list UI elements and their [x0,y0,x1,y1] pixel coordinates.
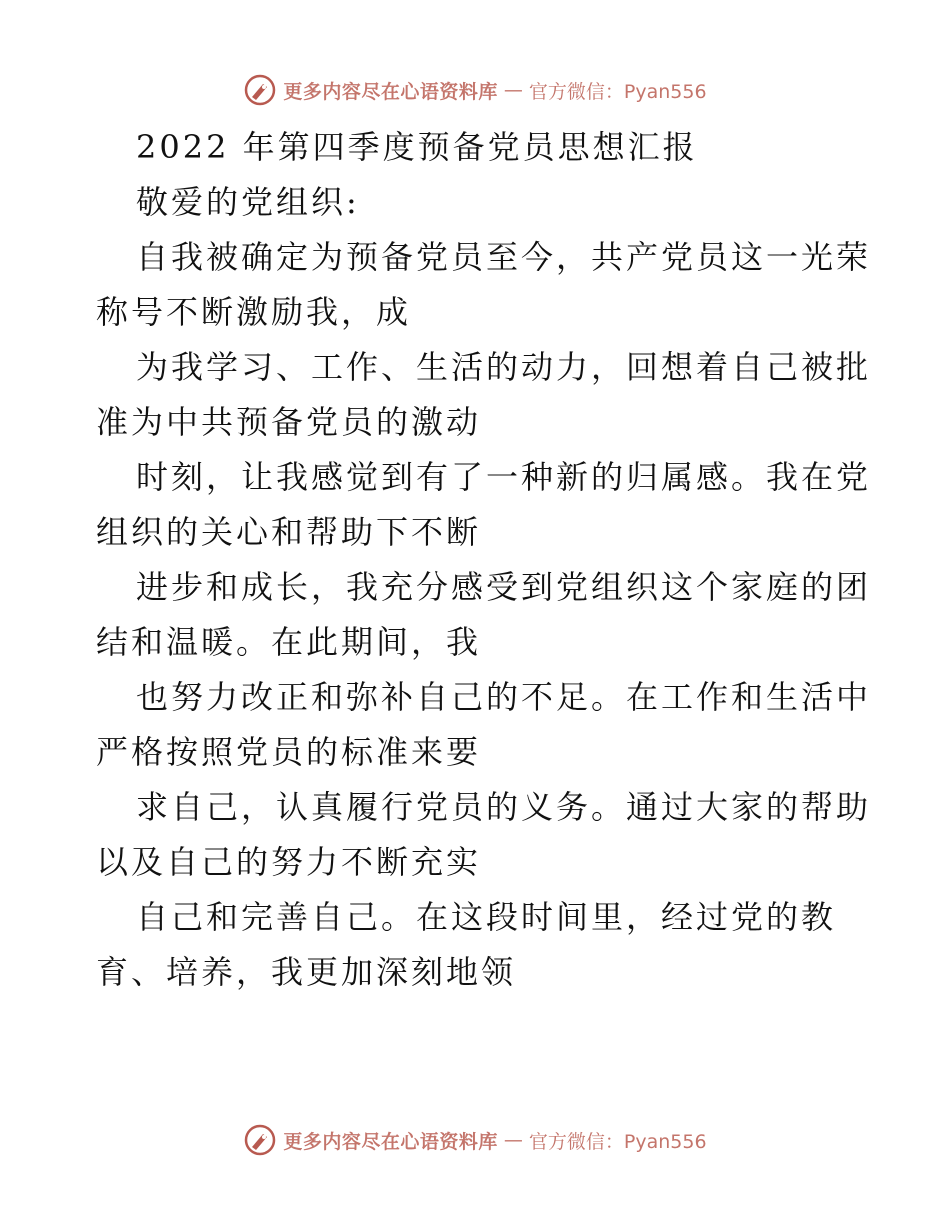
pen-nib-circle-icon [243,73,277,107]
body-line: 自我被确定为预备党员至今，共产党员这一光荣 [136,238,872,276]
watermark-dash: — [503,1129,523,1151]
body-line: 严格按照党员的标准来要 [96,733,482,771]
document-greeting: 敬爱的党组织: [136,183,360,221]
body-line: 自己和完善自己。在这段时间里，经过党的教 [136,898,837,936]
watermark-suffix: 官方微信：Pyan556 [528,80,707,103]
body-line: 为我学习、工作、生活的动力，回想着自己被批 [136,348,872,386]
body-line: 进步和成长，我充分感受到党组织这个家庭的团 [136,568,872,606]
watermark-text: 更多内容尽在心语资料库 [283,80,498,103]
body-line: 准为中共预备党员的激动 [96,403,482,441]
header-watermark [0,70,950,110]
body-line: 结和温暖。在此期间，我 [96,623,482,661]
footer-watermark [0,1120,950,1160]
document-body [96,120,872,1000]
body-line: 组织的关心和帮助下不断 [96,513,482,551]
pen-nib-circle-icon [243,1123,277,1157]
body-line: 求自己，认真履行党员的义务。通过大家的帮助 [136,788,872,826]
body-line: 称号不断激励我，成 [96,293,412,331]
body-line: 以及自己的努力不断充实 [96,843,482,881]
watermark-text: 更多内容尽在心语资料库 [283,1130,498,1153]
body-line: 也努力改正和弥补自己的不足。在工作和生活中 [136,678,872,716]
body-line: 时刻，让我感觉到有了一种新的归属感。我在党 [136,458,872,496]
body-line: 育、培养，我更加深刻地领 [96,953,517,991]
watermark-suffix: 官方微信：Pyan556 [528,1130,707,1153]
document-title: 2022 年第四季度预备党员思想汇报 [136,128,698,166]
watermark-dash: — [503,79,523,101]
